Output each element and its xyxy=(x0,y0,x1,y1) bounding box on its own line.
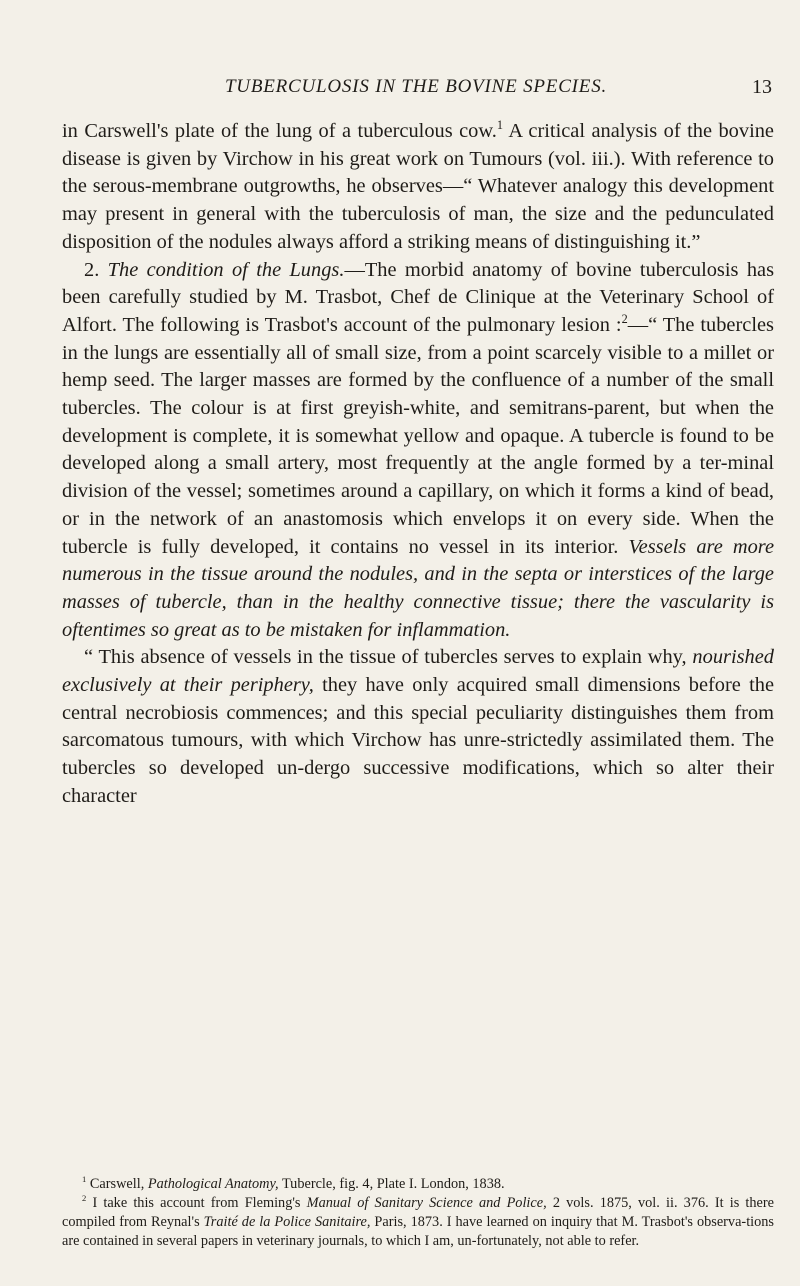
footnote-title: Manual of Sanitary Science and Police, xyxy=(306,1195,547,1211)
running-title: TUBERCULOSIS IN THE BOVINE SPECIES. xyxy=(224,76,608,97)
footnote-2 xyxy=(62,1194,774,1251)
emphasized-text: nourished exclusively at their periphery, xyxy=(62,646,774,697)
footnote-text: 2 vols. 1875, vol. ii. 376. It is there compiled from Reynal's xyxy=(62,1195,775,1230)
footnote-mark: 2 xyxy=(82,1193,87,1204)
running-head xyxy=(60,76,772,106)
paragraph-absence-of-vessels xyxy=(62,644,774,810)
section-heading: The condition of the Lungs. xyxy=(107,258,345,281)
body-text xyxy=(62,118,774,811)
footnote-text: Paris, 1873. I have learned on inquiry that M. Trasbot's observa-tions are contained in several papers in veterinary journals, to which I am, un-fortunately, not able to refer. xyxy=(62,1214,774,1249)
footnote-text: I take this account from Fleming's xyxy=(86,1195,307,1211)
footnotes xyxy=(62,1175,774,1251)
footnote-text: Tubercle, fig. 4, Plate I. London, 1838. xyxy=(278,1176,505,1192)
emphasized-text: Vessels are more numerous in the tissue around the nodules, and in the septa or interstices of the large masses of tubercle, than in the healthy connective tissue; there the vascularity is oftentimes so great as to be mistaken for inflammation. xyxy=(62,535,775,641)
footnote-mark: 1 xyxy=(82,1174,87,1185)
paragraph-text: “ This absence of vessels in the tissue of tubercles serves to explain why, xyxy=(84,646,693,669)
section-number: 2. xyxy=(84,258,108,281)
footnote-ref-1: 1 xyxy=(496,118,503,133)
paragraph-carswell xyxy=(62,118,774,257)
paragraph-text: they have only acquired small dimensions before the central necrobiosis commences; and this special peculiarity distinguishes them from sarcomatous tumours, with which Virchow has unre-strictedly assimilated them. The tubercles so developed un-dergo successive modifications, which so alter their character xyxy=(62,674,774,807)
paragraph-text: A critical analysis of the bovine disease is given by Virchow in his great work on Tumours (vol. iii.). With reference to the serous-membrane outgrowths, he observes—“ Whatever analogy this development may present in general with the tuberculosis of man, the size and the pedunculated disposition of the nodules always afford a striking means of distinguishing it.” xyxy=(62,120,774,253)
paragraph-text: in Carswell's plate of the lung of a tuberculous cow. xyxy=(62,120,497,142)
footnote-title: Pathological Anatomy, xyxy=(147,1176,279,1192)
page-number: 13 xyxy=(752,76,772,98)
footnote-1 xyxy=(62,1175,774,1194)
paragraph-lungs xyxy=(62,257,774,645)
footnote-title: Traité de la Police Sanitaire, xyxy=(203,1214,371,1230)
paragraph-text: —“ The tubercles in the lungs are essentially all of small size, from a point scarcely visible to a millet or hemp seed. The larger masses are formed by the confluence of a number of the small tubercles. The colour is at first greyish-white, and semitrans-parent, but when the development is complete, it is somewhat yellow and opaque. A tubercle is found to be developed along a small artery, most frequently at the angle formed by a ter-minal division of the vessel; sometimes around a capillary, on which it forms a kind of bead, or in the network of an anastomosis which envelops it on every side. When the tubercle is fully developed, it contains no vessel in its interior. xyxy=(62,313,774,558)
paragraph-text: —The morbid anatomy of bovine tuberculosis has been carefully studied by M. Trasbot, Chef de Clinique at the Veterinary School of Alfort. The following is Trasbot's account of the pulmonary lesion : xyxy=(62,258,774,336)
footnote-text: Carswell, xyxy=(86,1176,148,1192)
footnote-ref-2: 2 xyxy=(621,312,628,327)
